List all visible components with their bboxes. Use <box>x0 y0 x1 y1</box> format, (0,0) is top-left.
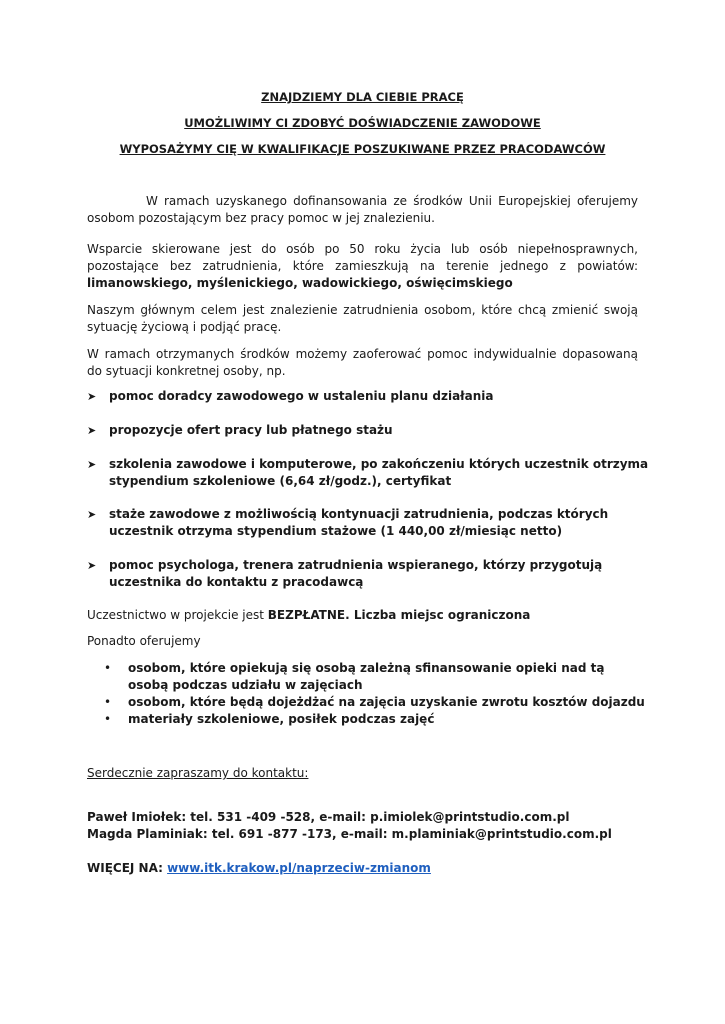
participation-text: Uczestnictwo w projekcie jest <box>87 608 268 622</box>
heading-experience: UMOŻLIWIMY CI ZDOBYĆ DOŚWIADCZENIE ZAWODOWE <box>184 116 541 130</box>
support-paragraph <box>87 241 638 292</box>
support-text: Wsparcie skierowane jest do osób po 50 roku życia lub osób niepełnosprawnych, pozostające bez zatrudnienia, które zamieszkują na terenie jednego z powiatów: <box>87 242 638 273</box>
list-item-text: osobom, które opiekują się osobą zależną sfinansowanie opieki nad tą osobą podczas udziału w zajęciach <box>128 661 605 692</box>
arrow-bullet-icon: ➤ <box>87 458 97 471</box>
heading-qualifications: WYPOSAŻYMY CIĘ W KWALIFIKACJE POSZUKIWANE PRZEZ PRACODAWCÓW <box>119 142 606 156</box>
contact-person-2[interactable]: Magda Plaminiak: tel. 691 -877 -173, e-mail: m.plaminiak@printstudio.com.pl <box>87 827 612 841</box>
arrow-bullet-icon: ➤ <box>87 424 97 437</box>
intro-paragraph: W ramach uzyskanego dofinansowania ze środków Unii Europejskiej oferujemy osobom pozostającym bez pracy pomoc w jej znalezieniu. <box>87 194 638 225</box>
offer-intro-paragraph: W ramach otrzymanych środków możemy zaoferować pomoc indywidualnie dopasowaną do sytuacji konkretnej osoby, np. <box>87 347 638 378</box>
more-info-label: WIĘCEJ NA: <box>87 861 168 875</box>
list-item-text: szkolenia zawodowe i komputerowe, po zakończeniu których uczestnik otrzyma stypendium szkoleniowe (6,64 zł/godz.), certyfikat <box>109 457 649 488</box>
dot-bullet-icon: • <box>104 661 112 675</box>
contact-invite: Serdecznie zapraszamy do kontaktu: <box>87 766 309 780</box>
participation-paragraph <box>87 607 638 624</box>
dot-bullet-icon: • <box>104 695 112 709</box>
list-item-text: pomoc psychologa, trenera zatrudnienia wspieranego, którzy przygotują uczestnika do kontaktu z pracodawcą <box>109 558 603 589</box>
more-info-line <box>87 860 638 877</box>
goal-paragraph: Naszym głównym celem jest znalezienie zatrudnienia osobom, które chcą zmienić swoją sytuację życiową i podjąć pracę. <box>87 303 638 334</box>
list-item-text: materiały szkoleniowe, posiłek podczas zajęć <box>128 712 435 726</box>
contact-person-1[interactable]: Paweł Imiołek: tel. 531 -409 -528, e-mail: p.imiolek@printstudio.com.pl <box>87 810 570 824</box>
heading-find-job: ZNAJDZIEMY DLA CIEBIE PRACĘ <box>261 90 464 104</box>
support-counties: limanowskiego, myślenickiego, wadowickiego, oświęcimskiego <box>87 276 513 290</box>
list-item-text: staże zawodowe z możliwością kontynuacji zatrudnienia, podczas których uczestnik otrzyma stypendium stażowe (1 440,00 zł/miesiąc netto) <box>109 507 609 538</box>
list-item-text: pomoc doradcy zawodowego w ustaleniu planu działania <box>109 389 494 403</box>
arrow-bullet-icon: ➤ <box>87 390 97 403</box>
dot-bullet-icon: • <box>104 712 112 726</box>
also-offer-label: Ponadto oferujemy <box>87 634 201 648</box>
list-item-text: osobom, które będą dojeżdżać na zajęcia uzyskanie zwrotu kosztów dojazdu <box>128 695 645 709</box>
arrow-bullet-icon: ➤ <box>87 508 97 521</box>
more-info-link[interactable]: www.itk.krakow.pl/naprzeciw-zmianom <box>167 861 431 875</box>
list-item-text: propozycje ofert pracy lub płatnego stażu <box>109 423 393 437</box>
arrow-bullet-icon: ➤ <box>87 559 97 572</box>
participation-free: BEZPŁATNE. Liczba miejsc ograniczona <box>267 608 531 622</box>
